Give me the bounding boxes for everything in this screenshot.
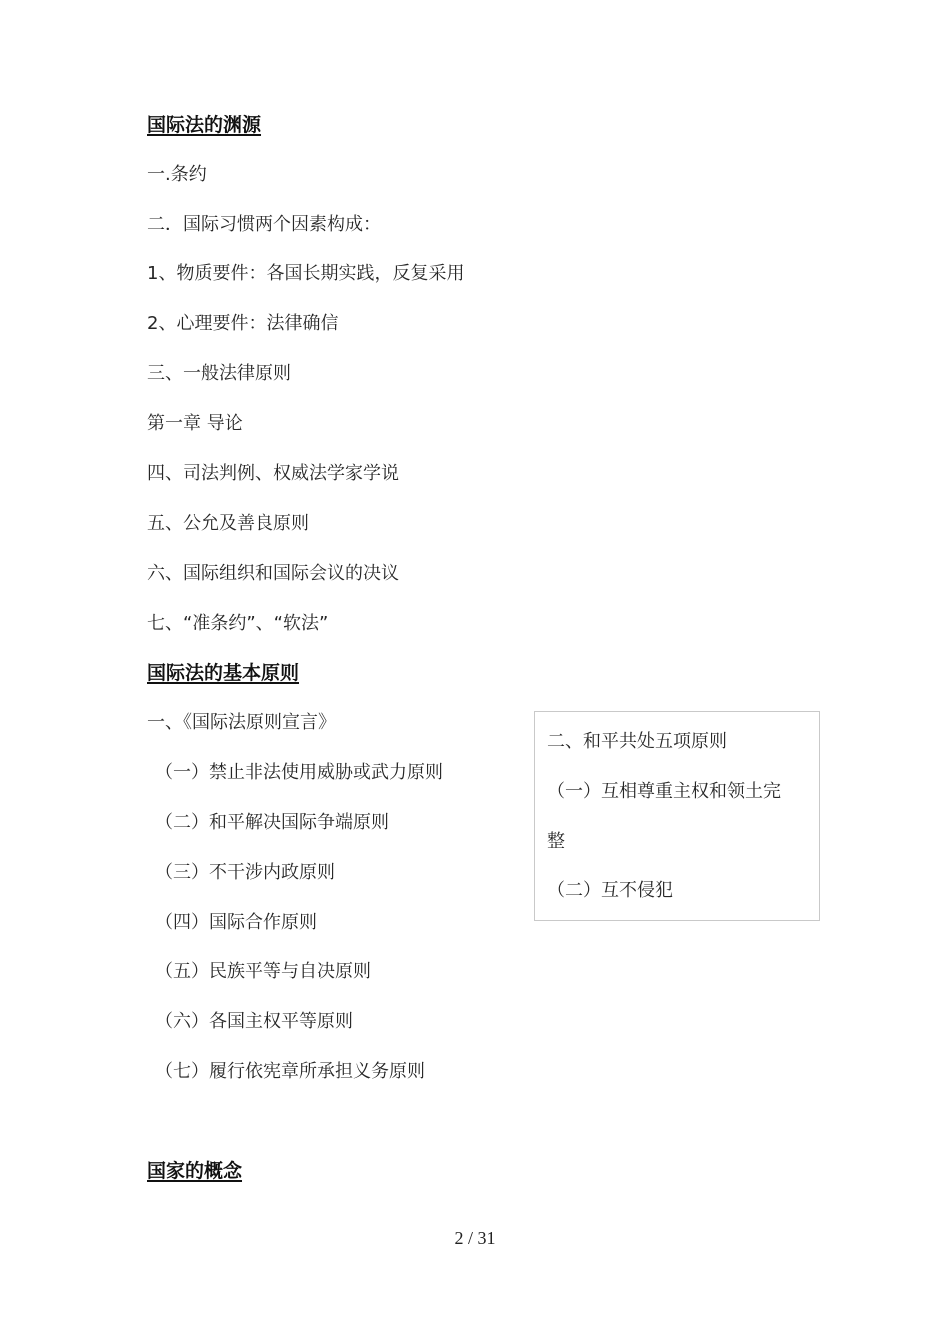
text-line: 五、公允及善良原则: [147, 513, 309, 534]
list-item: （三）不干涉内政原则: [155, 862, 335, 883]
page-number: 2 / 31: [454, 1228, 496, 1248]
text-line: 1、物质要件：各国长期实践，反复采用: [147, 263, 465, 284]
text-line: 七、“准条约”、“软法”: [147, 613, 329, 634]
list-item: （五）民族平等与自决原则: [155, 961, 371, 982]
text-line: 六、国际组织和国际会议的决议: [147, 563, 399, 584]
textbox-line: 整: [547, 831, 565, 852]
textbox-line: （一）互相尊重主权和领土完: [547, 781, 781, 802]
text-line: 一.条约: [147, 164, 207, 185]
list-item: （二）和平解决国际争端原则: [155, 812, 389, 833]
text-line: 一、《国际法原则宣言》: [147, 712, 336, 733]
text-line: 2、心理要件：法律确信: [147, 313, 339, 334]
text-line: 四、司法判例、权威法学家学说: [147, 463, 399, 484]
list-item: （一）禁止非法使用威胁或武力原则: [155, 762, 443, 783]
text-line: 二．国际习惯两个因素构成：: [147, 214, 381, 235]
section-heading-state-concept: 国家的概念: [147, 1160, 243, 1182]
list-item: （七）履行依宪章所承担义务原则: [155, 1061, 425, 1082]
text-line: 第一章 导论: [147, 413, 243, 434]
peaceful-coexistence-textbox: [534, 711, 820, 921]
list-item: （四）国际合作原则: [155, 912, 317, 933]
section-heading-sources: 国际法的渊源: [147, 114, 262, 136]
list-item: （六）各国主权平等原则: [155, 1011, 353, 1032]
textbox-title: 二、和平共处五项原则: [547, 731, 727, 752]
textbox-line: （二）互不侵犯: [547, 880, 673, 901]
section-heading-principles: 国际法的基本原则: [147, 662, 300, 684]
text-line: 三、一般法律原则: [147, 363, 291, 384]
